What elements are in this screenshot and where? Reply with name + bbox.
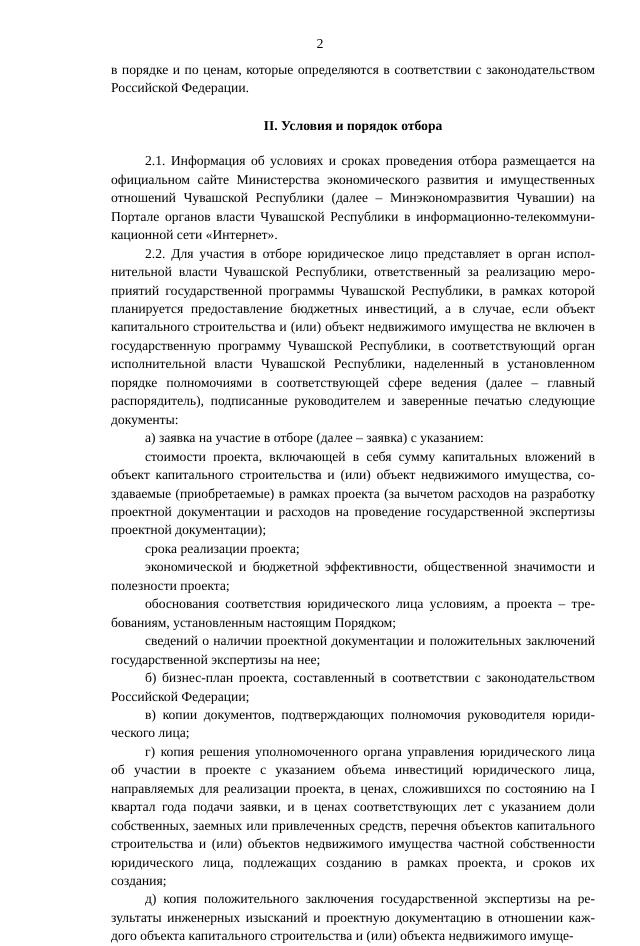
list-subitem-cost: стоимости проекта, включающей в себя сумму капитальных вложений в объект капитального строительства и (или) объект недвижимого имущества, создаваемые (приобретаемые) в рамках проекта (за вычетом расходов на разработку проектной документации и расходов на проведение государственной экспертизы проектной документации); bbox=[111, 448, 595, 538]
document-body bbox=[111, 61, 595, 946]
list-subitem-efficiency: экономической и бюджетной эффективности, общественной значимости и полезности проекта; bbox=[111, 559, 595, 593]
list-item-a: а) заявка на участие в отборе (далее – заявка) с указанием: bbox=[145, 430, 484, 446]
list-item-g: г) копия решения уполномоченного органа управления юридического лица об участии в проекте с указанием объема инвестиций юридического лица, направляемых для реализации проекта, в ценах, сложившихся по состоянию на I квартал года подачи заявки, и в ценах соответствующих лет с указанием доли собственных, заемных или привлеченных средств, перечня объектов капитального строительства и (или) объектов недвижимого имущества частной собственности юридического лица, подлежащих созданию в рамках проекта, и сроков их создания; bbox=[111, 743, 595, 889]
page-number: 2 bbox=[316, 36, 324, 51]
list-subitem-justification: обоснования соответствия юридического лица условиям, а проекта – требованиям, установленным настоящим Порядком; bbox=[111, 596, 595, 630]
paragraph-2-1: 2.1. Информация об условиях и сроках проведения отбора размещается на официальном сайте Министерства экономического развития и имущественных отношений Чувашской Республики (далее – Минэкономразвития Чувашии) на Портале органов власти Чувашской Республики в информационно-телекоммуникационной сети «Интернет». bbox=[111, 153, 595, 243]
list-subitem-documentation: сведений о наличии проектной документации и положительных заключений государственной экспертизы на нее; bbox=[111, 633, 595, 667]
list-item-v: в) копии документов, подтверждающих полномочия руководителя юридического лица; bbox=[111, 706, 595, 741]
list-item-b: б) бизнес-план проекта, составленный в соответствии с законодательством Российской Федерации; bbox=[111, 670, 595, 704]
intro-paragraph: в порядке и по ценам, которые определяются в соответствии с законодательством Российской Федерации. bbox=[111, 62, 595, 96]
section-title: II. Условия и порядок отбора bbox=[263, 117, 443, 133]
list-subitem-term: срока реализации проекта; bbox=[145, 540, 300, 556]
paragraph-2-2: 2.2. Для участия в отборе юридическое лицо представляет в орган исполнительной власти Чувашской Республики, ответственный за реализацию мероприятий государственной программы Чувашской Республики, в рамках которой планируется предоставление бюджетных инвестиций, а в случае, если объект капитального строительства и (или) объект недвижимого имущества не включен в государственную программу Чувашской Республики, в соответствующий орган исполнительной власти Чувашской Республики, наделенный в установленном порядке полномочиями в соответствующей сфере ведения (далее – главный распорядитель), подписанные руководителем и заверенные печатью следующие документы: bbox=[111, 245, 595, 427]
list-item-d: д) копия положительного заключения государственной экспертизы на результаты инженерных изысканий и проектную документацию в отношении каждого объекта капитального строительства и (или) объекта недвижимого имуще- bbox=[111, 891, 595, 944]
